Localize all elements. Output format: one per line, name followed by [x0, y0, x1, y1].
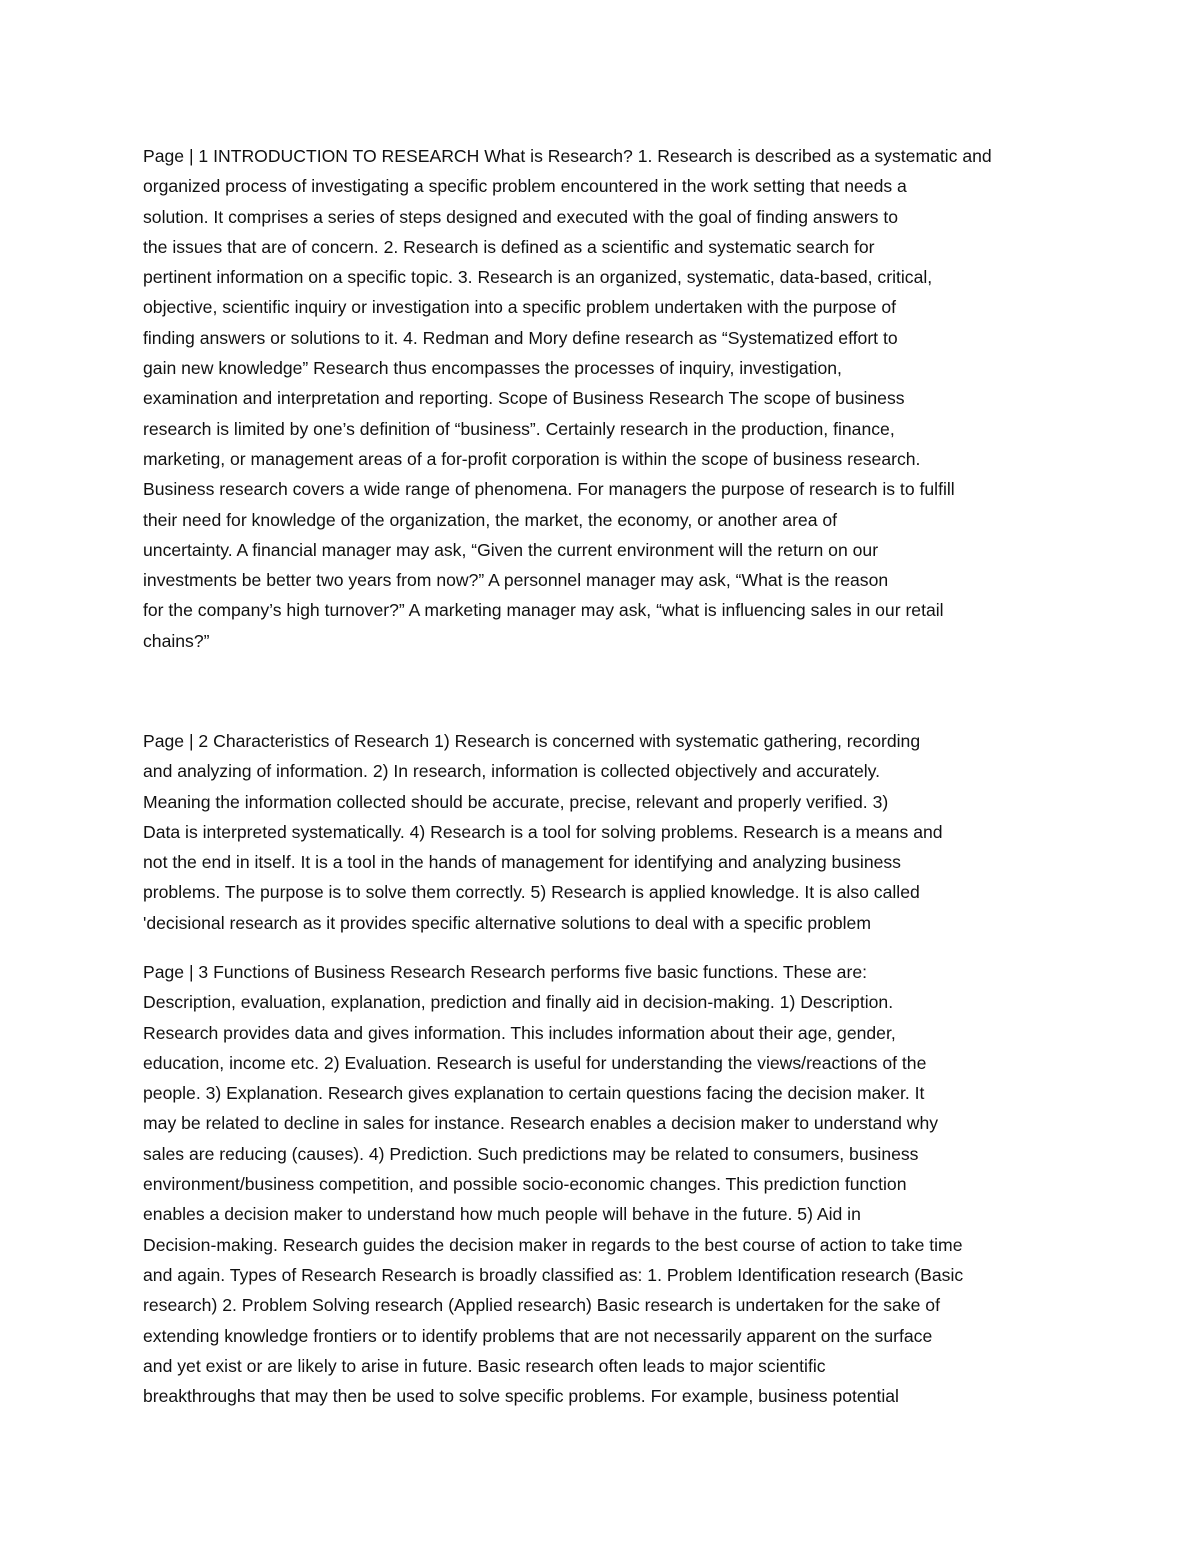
text-line: Data is interpreted systematically. 4) Research is a tool for solving problems. Research is a means and — [143, 821, 943, 842]
text-line: Business research covers a wide range of phenomena. For managers the purpose of research is to fulfill — [143, 479, 955, 500]
text-line: not the end in itself. It is a tool in the hands of management for identifying and analyzing business — [143, 852, 901, 873]
text-line: pertinent information on a specific topic. 3. Research is an organized, systematic, data-based, critical, — [143, 267, 933, 288]
text-line: examination and interpretation and reporting. Scope of Business Research The scope of business — [143, 388, 905, 409]
text-line: and yet exist or are likely to arise in future. Basic research often leads to major scientific — [143, 1355, 826, 1376]
text-line: marketing, or management areas of a for-profit corporation is within the scope of business research. — [143, 448, 921, 469]
page-2-section — [143, 726, 1063, 938]
text-line: organized process of investigating a specific problem encountered in the work setting that needs a — [143, 176, 907, 197]
text-line: and analyzing of information. 2) In research, information is collected objectively and accurately. — [143, 761, 881, 782]
text-line: chains?” — [143, 630, 210, 651]
text-line: and again. Types of Research Research is broadly classified as: 1. Problem Identification research (Basic — [143, 1264, 964, 1285]
page-3-section — [143, 957, 1063, 1411]
text-line: sales are reducing (causes). 4) Prediction. Such predictions may be related to consumers, business — [143, 1143, 919, 1164]
text-line: solution. It comprises a series of steps designed and executed with the goal of finding answers to — [143, 206, 899, 227]
text-line: Description, evaluation, explanation, prediction and finally aid in decision-making. 1) Description. — [143, 992, 894, 1013]
page-1-section — [143, 141, 1063, 656]
text-line: Page | 1 INTRODUCTION TO RESEARCH What is Research? 1. Research is described as a systematic and — [143, 146, 992, 166]
text-line: Decision-making. Research guides the decision maker in regards to the best course of action to take time — [143, 1234, 963, 1255]
text-line: for the company’s high turnover?” A marketing manager may ask, “what is influencing sales in our retail — [143, 600, 944, 621]
text-line: uncertainty. A financial manager may ask, “Given the current environment will the return on our — [143, 539, 879, 560]
text-line: finding answers or solutions to it. 4. Redman and Mory define research as “Systematized effort to — [143, 327, 898, 348]
text-line: objective, scientific inquiry or investigation into a specific problem undertaken with the purpose of — [143, 297, 897, 318]
text-line: investments be better two years from now?” A personnel manager may ask, “What is the reason — [143, 570, 889, 591]
text-line: research) 2. Problem Solving research (Applied research) Basic research is undertaken for the sake of — [143, 1295, 940, 1316]
text-line: environment/business competition, and possible socio-economic changes. This prediction function — [143, 1174, 907, 1195]
text-line: Meaning the information collected should be accurate, precise, relevant and properly verified. 3) — [143, 791, 889, 812]
text-line: Page | 3 Functions of Business Research Research performs five basic functions. These are: — [143, 962, 867, 982]
text-line: education, income etc. 2) Evaluation. Research is useful for understanding the views/reactions of the — [143, 1052, 927, 1073]
text-line: problems. The purpose is to solve them correctly. 5) Research is applied knowledge. It is also called — [143, 882, 920, 903]
text-line: Page | 2 Characteristics of Research 1) Research is concerned with systematic gathering, recording — [143, 731, 921, 751]
text-line: people. 3) Explanation. Research gives explanation to certain questions facing the decision maker. It — [143, 1083, 925, 1104]
text-line: Research provides data and gives information. This includes information about their age, gender, — [143, 1022, 896, 1043]
text-line: research is limited by one’s definition of “business”. Certainly research in the production, finance, — [143, 418, 895, 439]
text-line: may be related to decline in sales for instance. Research enables a decision maker to understand why — [143, 1113, 939, 1134]
text-line: 'decisional research as it provides specific alternative solutions to deal with a specific problem — [143, 912, 871, 933]
text-line: the issues that are of concern. 2. Research is defined as a scientific and systematic search for — [143, 236, 875, 257]
text-line: enables a decision maker to understand how much people will behave in the future. 5) Aid in — [143, 1204, 861, 1225]
text-line: gain new knowledge” Research thus encompasses the processes of inquiry, investigation, — [143, 358, 842, 379]
text-line: breakthroughs that may then be used to solve specific problems. For example, business potential — [143, 1386, 899, 1407]
text-line: their need for knowledge of the organization, the market, the economy, or another area of — [143, 509, 838, 530]
text-line: extending knowledge frontiers or to identify problems that are not necessarily apparent on the surface — [143, 1325, 933, 1346]
